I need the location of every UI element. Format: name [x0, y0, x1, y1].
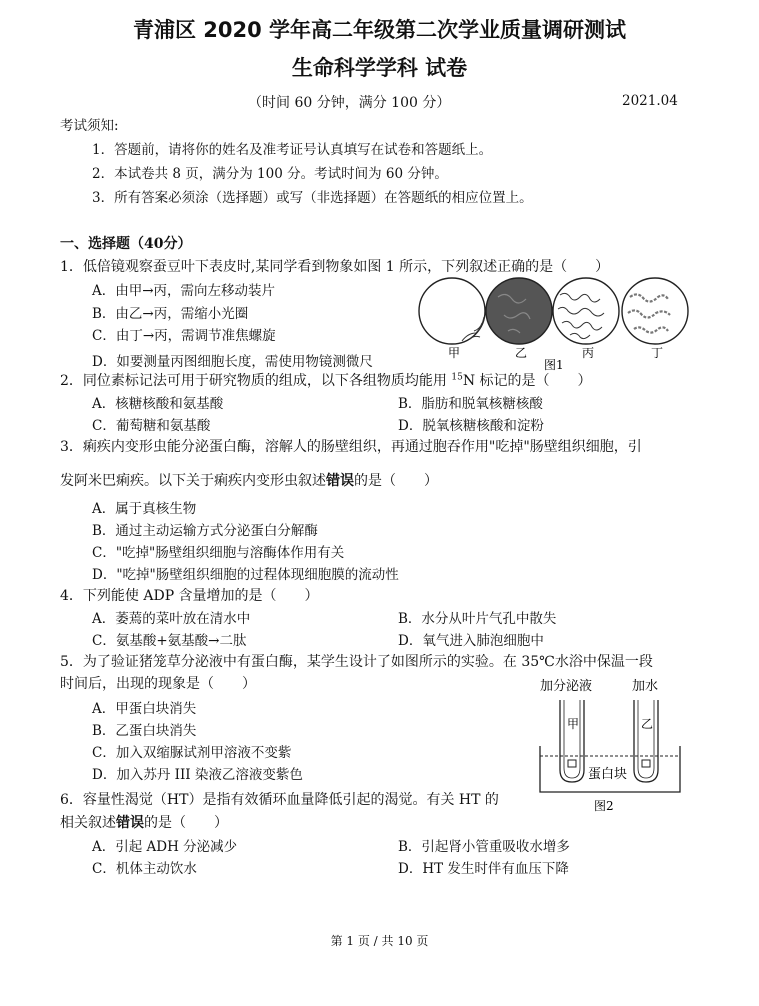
q2-option-c: C．葡萄糖和氨基酸: [92, 418, 211, 434]
notice-item: 2．本试卷共 8 页，满分为 100 分。考试时间为 60 分钟。: [92, 166, 448, 182]
question-4-stem: 4．下列能使 ADP 含量增加的是（ ）: [60, 588, 319, 604]
q6-option-c: C．机体主动饮水: [92, 861, 197, 877]
q3-error-mark: 错误: [326, 473, 354, 489]
q6-option-d: D．HT 发生时伴有血压下降: [398, 861, 569, 877]
q2-isotope-sup: 15: [451, 372, 463, 383]
q3-option-a: A．属于真核生物: [92, 501, 197, 517]
fig2-caption: 图2: [594, 799, 614, 813]
q6-stem-before: 相关叙述: [60, 815, 116, 831]
protein-block-right-icon: [642, 760, 650, 767]
q6-option-a: A．引起 ADH 分泌减少: [92, 839, 238, 855]
notice-item: 3．所有答案必须涂（选择题）或写（非选择题）在答题纸的相应位置上。: [92, 190, 533, 206]
fig1-label-bing: 丙: [582, 346, 595, 360]
figure-2: [530, 676, 690, 816]
question-6-stem-line2: [60, 812, 228, 832]
fig1-label-ding: 丁: [651, 346, 664, 360]
field-jia-icon: [419, 278, 485, 344]
fig2-block-label: 蛋白块: [588, 767, 628, 782]
fig2-label-right: 加水: [632, 679, 659, 694]
q6-error-mark: 错误: [116, 815, 144, 831]
time-info: （时间 60 分钟，满分 100 分）: [248, 95, 451, 111]
q4-option-c: C．氨基酸+氨基酸→二肽: [92, 633, 247, 649]
q3-stem-after: 的是（ ）: [354, 473, 438, 489]
q4-option-d: D．氧气进入肺泡细胞中: [398, 633, 544, 649]
q3-stem-before: 发阿米巴痢疾。以下关于痢疾内变形虫叙述: [60, 473, 326, 489]
q5-option-c: C．加入双缩脲试剂甲溶液不变紫: [92, 745, 292, 761]
question-3-stem-line1: 3．痢疾内变形虫能分泌蛋白酶，溶解人的肠壁组织，再通过胞吞作用"吃掉"肠壁组织细胞，引: [60, 439, 642, 455]
notice-heading: 考试须知:: [60, 118, 119, 134]
tube-right-icon: [634, 700, 658, 782]
tube-left-icon: [560, 700, 584, 782]
question-3-stem-line2: [60, 470, 438, 490]
q6-option-b: B．引起肾小管重吸收水增多: [398, 839, 570, 855]
question-5-stem-line1: 5．为了验证猪笼草分泌液中有蛋白酶，某学生设计了如图所示的实验。在 35℃水浴中保温一段: [60, 654, 653, 670]
field-bing-icon: [553, 278, 619, 344]
q1-option-c: C．由丁→丙，需调节准焦螺旋: [92, 328, 276, 344]
page-footer: 第 1 页 / 共 10 页: [330, 934, 429, 948]
figure-1: [418, 275, 693, 375]
notice-item: 1．答题前，请将你的姓名及准考证号认真填写在试卷和答题纸上。: [92, 142, 493, 158]
tube-right-label: 乙: [641, 717, 654, 731]
fig1-label-jia: 甲: [448, 346, 461, 360]
q2-option-b: B．脂肪和脱氧核糖核酸: [398, 396, 543, 412]
exam-title: 青浦区 2020 学年高二年级第二次学业质量调研测试: [132, 18, 627, 42]
q6-stem-after: 的是（ ）: [144, 815, 228, 831]
fig1-label-yi: 乙: [515, 346, 528, 360]
q1-option-d: D．如要测量丙图细胞长度，需使用物镜测微尺: [92, 354, 373, 370]
question-6-stem-line1: 6．容量性渴觉（HT）是指有效循环血量降低引起的渴觉。有关 HT 的: [60, 792, 499, 808]
q3-option-c: C．"吃掉"肠壁组织细胞与溶酶体作用有关: [92, 545, 345, 561]
section-heading: 一、选择题（40分）: [60, 236, 192, 252]
q3-option-d: D．"吃掉"肠壁组织细胞的过程体现细胞膜的流动性: [92, 567, 399, 583]
tube-left-label: 甲: [567, 717, 580, 731]
q5-option-b: B．乙蛋白块消失: [92, 723, 197, 739]
fig2-label-left: 加分泌液: [540, 679, 593, 694]
q5-option-a: A．甲蛋白块消失: [92, 701, 197, 717]
q2-option-a: A．核糖核酸和氨基酸: [92, 396, 224, 412]
q2-stem-before: 2．同位素标记法可用于研究物质的组成，以下各组物质均能用: [60, 373, 452, 389]
question-1-stem: 1．低倍镜观察蚕豆叶下表皮时,某同学看到物象如图 1 所示，下列叙述正确的是（ ）: [60, 259, 610, 275]
q2-stem-after: N 标记的是（ ）: [462, 373, 592, 389]
q5-option-d: D．加入苏丹 III 染液乙溶液变紫色: [92, 767, 303, 783]
q2-option-d: D．脱氧核糖核酸和淀粉: [398, 418, 544, 434]
exam-date: 2021.04: [622, 93, 678, 109]
q4-option-a: A．萎蔫的菜叶放在清水中: [92, 611, 251, 627]
q4-option-b: B．水分从叶片气孔中散失: [398, 611, 557, 627]
fig1-caption: 图1: [544, 358, 564, 372]
q3-option-b: B．通过主动运输方式分泌蛋白分解酶: [92, 523, 318, 539]
q1-option-b: B．由乙→丙，需缩小光圈: [92, 306, 249, 322]
field-ding-icon: [622, 278, 688, 344]
question-2-stem: [60, 370, 592, 390]
question-5-stem-line2: 时间后，出现的现象是（ ）: [60, 676, 256, 692]
q1-option-a: A．由甲→丙，需向左移动装片: [92, 283, 276, 299]
exam-subtitle: 生命科学学科 试卷: [291, 56, 468, 80]
field-yi-icon: [486, 278, 552, 344]
protein-block-left-icon: [568, 760, 576, 767]
